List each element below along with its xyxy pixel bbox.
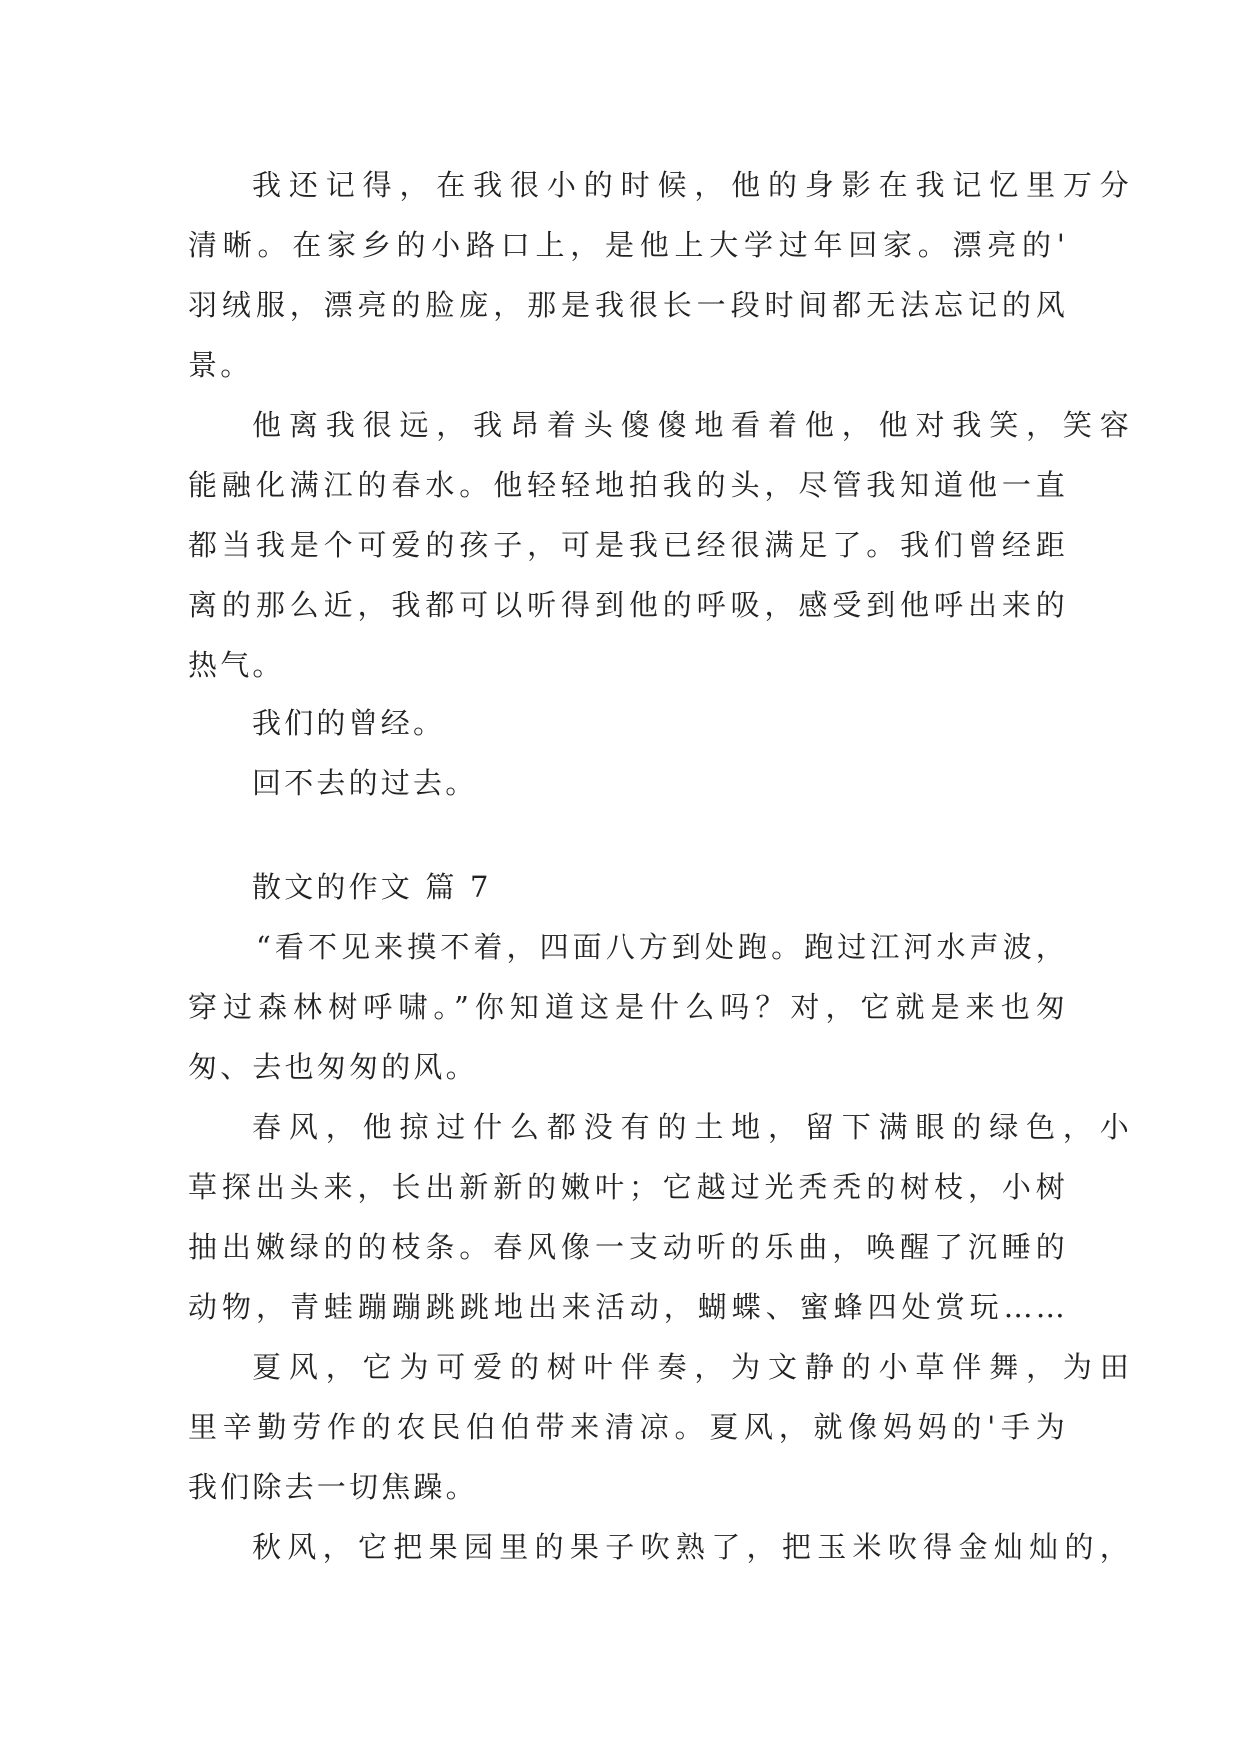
paragraph-4: 回不去的过去。 (252, 766, 478, 800)
paragraph-2-line-3: 都当我是个可爱的孩子，可是我已经很满足了。我们曾经距 (188, 528, 1068, 562)
paragraph-7-line-1: 夏风，它为可爱的树叶伴奏，为文静的小草伴舞，为田 (252, 1350, 1132, 1384)
paragraph-2-line-4: 离的那么近，我都可以听得到他的呼吸，感受到他呼出来的 (188, 588, 1068, 622)
paragraph-1-line-4: 景。 (188, 348, 253, 382)
paragraph-5-line-1: “看不见来摸不着，四面八方到处跑。跑过江河水声波， (256, 930, 1068, 964)
paragraph-6-line-2: 草探出头来，长出新新的嫩叶；它越过光秃秃的树枝，小树 (188, 1170, 1068, 1204)
paragraph-1-line-3: 羽绒服，漂亮的脸庞，那是我很长一段时间都无法忘记的风 (188, 288, 1068, 322)
section-heading: 散文的作文 篇 7 (252, 870, 492, 904)
paragraph-7-line-2: 里辛勤劳作的农民伯伯带来清凉。夏风，就像妈妈的'手为 (188, 1410, 1068, 1444)
paragraph-8-line-1: 秋风，它把果园里的果子吹熟了，把玉米吹得金灿灿的， (252, 1530, 1132, 1564)
paragraph-3: 我们的曾经。 (252, 706, 446, 740)
paragraph-6-line-1: 春风，他掠过什么都没有的土地，留下满眼的绿色，小 (252, 1110, 1132, 1144)
paragraph-1-line-1: 我还记得，在我很小的时候，他的身影在我记忆里万分 (252, 168, 1132, 202)
paragraph-2-line-5: 热气。 (188, 648, 285, 682)
paragraph-5-line-3: 匆、去也匆匆的风。 (188, 1050, 478, 1084)
paragraph-1-line-2: 清晰。在家乡的小路口上，是他上大学过年回家。漂亮的' (188, 228, 1068, 262)
paragraph-5-line-2: 穿过森林树呼啸。”你知道这是什么吗？对，它就是来也匆 (188, 990, 1068, 1024)
paragraph-6-line-4: 动物，青蛙蹦蹦跳跳地出来活动，蝴蝶、蜜蜂四处赏玩…… (188, 1290, 1068, 1324)
paragraph-7-line-3: 我们除去一切焦躁。 (188, 1470, 478, 1504)
paragraph-2-line-1: 他离我很远，我昂着头傻傻地看着他，他对我笑，笑容 (252, 408, 1132, 442)
paragraph-2-line-2: 能融化满江的春水。他轻轻地拍我的头，尽管我知道他一直 (188, 468, 1068, 502)
paragraph-6-line-3: 抽出嫩绿的的枝条。春风像一支动听的乐曲，唤醒了沉睡的 (188, 1230, 1068, 1264)
